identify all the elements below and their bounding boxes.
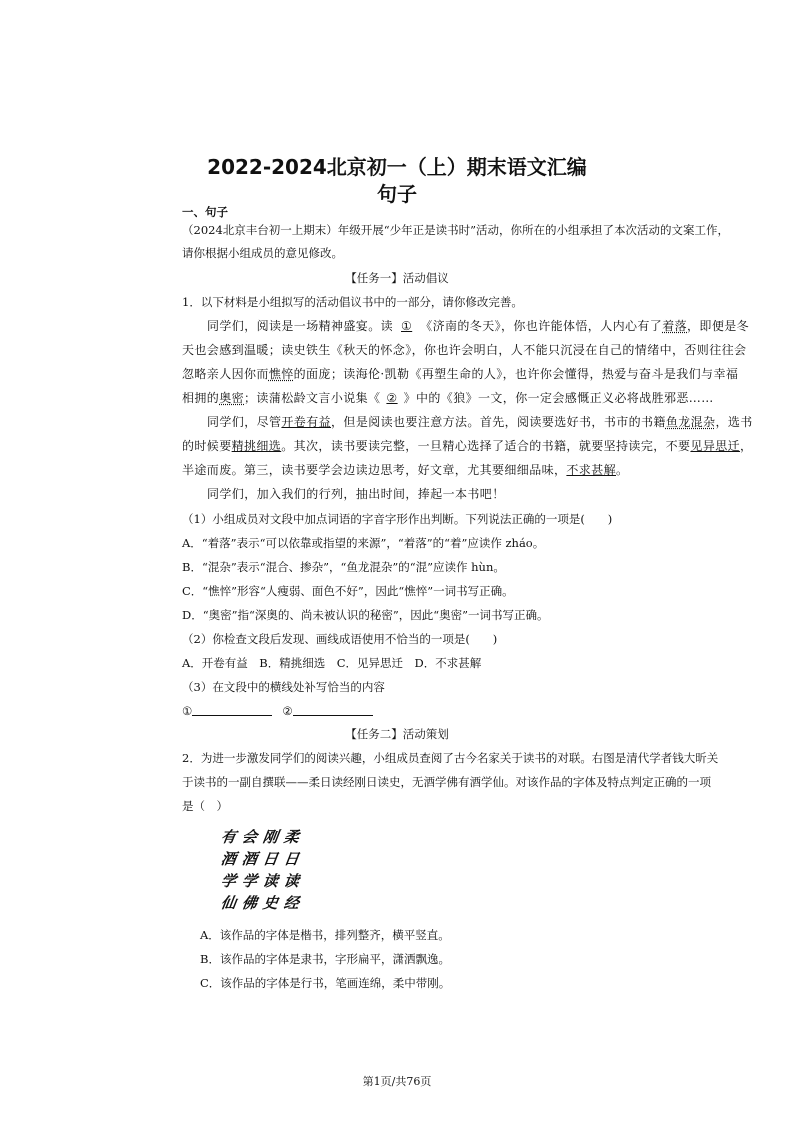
answer-blank-1 xyxy=(192,703,272,716)
page-subtitle: 句子 xyxy=(377,182,417,206)
blank-marker-2: ② xyxy=(282,704,293,718)
passage-line xyxy=(207,414,753,430)
passage-line: 天也会感到温暖；读史铁生《秋天的怀念》，你也许会明白，人不能只沉浸在自己的情绪中，否则往往会 xyxy=(182,343,747,357)
calligraphy-char: 史 xyxy=(261,894,280,912)
passage-text: 的面庞；读海伦·凯勒《再塑生命的人》，也许你会懂得，热爱与奋斗是我们与幸福 xyxy=(293,367,739,381)
calligraphy-char: 佛 xyxy=(240,894,259,912)
page-number: 第1页/共76页 xyxy=(362,1075,432,1088)
passage-text: 的时候要 xyxy=(182,439,232,453)
answer-blanks xyxy=(182,703,622,719)
passage-line xyxy=(182,462,629,478)
passage-text: 。 xyxy=(616,463,629,477)
dotted-word: 憔悴 xyxy=(268,367,294,381)
calligraphy-row xyxy=(218,872,302,890)
option-a: A．该作品的字体是楷书，排列整齐，横平竖直。 xyxy=(200,928,450,942)
passage-text: ；读蒲松龄文言小说集《 xyxy=(244,391,381,405)
option-a: A．“着落”表示“可以依靠或指望的来源”，“着落”的“着”应读作 zháo。 xyxy=(182,536,545,550)
calligraphy-char: 仙 xyxy=(219,894,238,912)
question-2-line: 于读书的一副自撰联——柔日读经刚日读史，无酒学佛有酒学仙。对该作品的字体及特点判定正确的一项 xyxy=(182,775,711,789)
underlined-idiom: 开卷有益 xyxy=(281,415,332,429)
underlined-idiom: 不求甚解 xyxy=(566,463,617,477)
calligraphy-char: 经 xyxy=(282,894,301,912)
passage-text: 相拥的 xyxy=(182,391,220,405)
option-c: C．该作品的字体是行书，笔画连绵，柔中带刚。 xyxy=(200,976,451,990)
calligraphy-couplet-image xyxy=(218,828,302,912)
calligraphy-char: 学 xyxy=(240,872,259,890)
calligraphy-char: 酒 xyxy=(240,850,259,868)
calligraphy-char: 读 xyxy=(261,872,280,890)
sub-question-2: （2）你检查文段后发现、画线成语使用不恰当的一项是( ) xyxy=(182,632,498,646)
calligraphy-row xyxy=(218,894,302,912)
fill-blank-2: ② xyxy=(386,391,398,405)
fill-blank-1: ① xyxy=(401,319,413,333)
task1-heading: 【任务一】活动倡议 xyxy=(345,271,449,285)
passage-text: 同学们，阅读是一场精神盛宴。读 xyxy=(207,319,394,333)
passage-line xyxy=(182,390,714,406)
intro-line-1: （2024北京丰台初一上期末）年级开展“少年正是读书时”活动，你所在的小组承担了本次活动的文案工作， xyxy=(182,223,730,237)
calligraphy-char: 会 xyxy=(240,828,259,846)
calligraphy-char: 学 xyxy=(219,872,238,890)
question-2-line: 2．为进一步激发同学们的阅读兴趣，小组成员查阅了古今名家关于读书的对联。右图是清代学者钱大昕关 xyxy=(182,751,719,765)
passage-text: ，选书 xyxy=(715,415,753,429)
calligraphy-char: 酒 xyxy=(219,850,238,868)
calligraphy-char: 柔 xyxy=(282,828,301,846)
sub-question-3: （3）在文段中的横线处补写恰当的内容 xyxy=(182,680,385,694)
passage-text: 半途而废。第三，读书要学会边读边思考，好文章，尤其要细细品味， xyxy=(182,463,567,477)
passage-text: ，即便是冬 xyxy=(687,319,750,333)
question-1-stem: 1．以下材料是小组拟写的活动倡议书中的一部分，请你修改完善。 xyxy=(182,295,523,309)
passage-line xyxy=(182,366,739,382)
dotted-word: 着落 xyxy=(662,319,688,333)
calligraphy-char: 有 xyxy=(219,828,238,846)
calligraphy-char: 日 xyxy=(261,850,280,868)
passage-line: 同学们，加入我们的行列，抽出时间，捧起一本书吧！ xyxy=(207,487,505,501)
calligraphy-row xyxy=(218,828,302,846)
dotted-word: 奥密 xyxy=(219,391,245,405)
passage-text: 同学们，尽管 xyxy=(207,415,282,429)
underlined-idiom: 精挑细选 xyxy=(231,439,282,453)
passage-text: 忽略亲人因你而 xyxy=(182,367,269,381)
sub-question-1: （1）小组成员对文段中加点词语的字音字形作出判断。下列说法正确的一项是( ) xyxy=(182,512,613,526)
question-2-line: 是（ ） xyxy=(182,799,228,813)
calligraphy-row xyxy=(218,850,302,868)
option-b: B．该作品的字体是隶书，字形扁平，潇洒飘逸。 xyxy=(200,952,450,966)
calligraphy-char: 日 xyxy=(282,850,301,868)
task2-heading: 【任务二】活动策划 xyxy=(345,727,449,741)
blank-marker-1: ① xyxy=(182,704,193,718)
option-c: C．“憔悴”形容“人瘦弱、面色不好”，因此“憔悴”一词书写正确。 xyxy=(182,584,514,598)
option-d: D．“奥密”指“深奥的、尚未被认识的秘密”，因此“奥密”一词书写正确。 xyxy=(182,608,549,622)
option-b: B．“混杂”表示“混合、掺杂”，“鱼龙混杂”的“混”应读作 hùn。 xyxy=(182,560,505,574)
passage-text: 《济南的冬天》，你也许能体悟，人内心有了 xyxy=(420,319,663,333)
passage-text: 。其次，读书要读完整，一旦精心选择了适合的书籍，就要坚持读完，不要 xyxy=(281,439,691,453)
answer-blank-2 xyxy=(293,703,373,716)
passage-text: 》中的《狼》一文，你一定会感慨正义必将战胜邪恶…… xyxy=(403,391,714,405)
dotted-word: 鱼龙混杂 xyxy=(665,415,716,429)
page-title: 2022-2024北京初一（上）期末语文汇编 xyxy=(207,155,587,179)
passage-text: ，但是阅读也要注意方法。首先，阅读要选好书，书市的书籍 xyxy=(331,415,666,429)
passage-line xyxy=(182,438,753,454)
passage-line xyxy=(207,318,750,334)
underlined-idiom: 见异思迁 xyxy=(690,439,741,453)
passage-text: ， xyxy=(740,439,753,453)
calligraphy-char: 刚 xyxy=(261,828,280,846)
calligraphy-char: 读 xyxy=(282,872,301,890)
sub-question-2-options: A．开卷有益 B．精挑细选 C．见异思迁 D．不求甚解 xyxy=(182,656,482,670)
section-heading: 一、句子 xyxy=(182,205,228,219)
intro-line-2: 请你根据小组成员的意见修改。 xyxy=(182,246,343,260)
